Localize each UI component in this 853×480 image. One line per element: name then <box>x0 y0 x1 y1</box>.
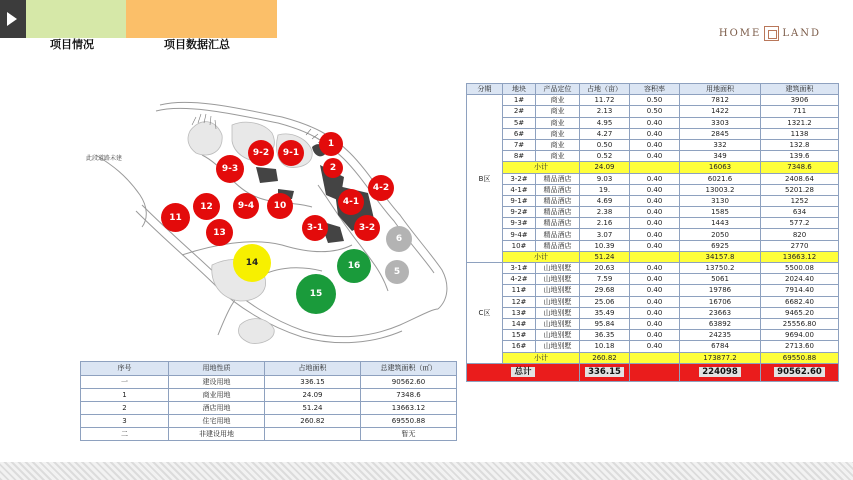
site-plan-drawing <box>82 95 458 350</box>
col-header-phase: 分期 <box>467 84 503 95</box>
zone-cell: B区 <box>467 95 503 263</box>
col-header-far: 容积率 <box>630 84 680 95</box>
table-cell: 商业 <box>536 151 580 162</box>
homeland-logo <box>719 26 821 41</box>
table-cell: 1321.2 <box>761 117 839 128</box>
table-row <box>467 195 839 206</box>
table-cell: 7914.40 <box>761 285 839 296</box>
table-cell: 14# <box>503 318 536 329</box>
map-pin-10[interactable]: 10 <box>267 193 293 219</box>
table-cell: 25.06 <box>580 296 630 307</box>
subtotal-cell: 24.09 <box>580 162 630 173</box>
table-cell: 132.8 <box>761 139 839 150</box>
table-cell: 20.63 <box>580 263 630 274</box>
grand-total-row <box>467 363 839 381</box>
table-row <box>467 95 839 106</box>
tab-project-overview[interactable]: 项目情况 <box>50 38 94 51</box>
table-row <box>467 151 839 162</box>
table-row <box>467 229 839 240</box>
table-cell: 0.40 <box>630 207 680 218</box>
header-band-green <box>26 0 126 38</box>
table-cell: 5# <box>503 117 536 128</box>
subtotal-cell: 小计 <box>503 162 580 173</box>
table-row <box>467 218 839 229</box>
table-cell: 4.27 <box>580 128 630 139</box>
table-cell: 23663 <box>680 307 761 318</box>
table-cell: 90562.60 <box>361 376 457 389</box>
table-cell: 16706 <box>680 296 761 307</box>
table-cell: 13750.2 <box>680 263 761 274</box>
table-cell: 9694.00 <box>761 330 839 341</box>
table-cell: 4-2# <box>503 274 536 285</box>
table-cell: 0.40 <box>630 151 680 162</box>
table-cell: 精品酒店 <box>536 173 580 184</box>
subtotal-cell: 173877.2 <box>680 352 761 363</box>
table-cell: 2050 <box>680 229 761 240</box>
table-cell: 3303 <box>680 117 761 128</box>
subtotal-cell: 小计 <box>503 251 580 262</box>
table-row <box>467 128 839 139</box>
grand-total-value: 总计 <box>511 367 534 377</box>
header-band-orange <box>126 0 277 38</box>
table-cell: 0.40 <box>630 218 680 229</box>
map-pin-2[interactable]: 2 <box>323 158 343 178</box>
table-cell: 山地别墅 <box>536 296 580 307</box>
map-pin-9-4[interactable]: 9-4 <box>233 193 259 219</box>
table-cell: 2.38 <box>580 207 630 218</box>
table-cell: 商业 <box>536 117 580 128</box>
logo-text-left: HOME <box>718 28 762 39</box>
table-row <box>81 376 457 389</box>
map-pin-15[interactable]: 15 <box>296 274 336 314</box>
table-cell: 非建设用地 <box>169 428 265 441</box>
table-cell: 商业用地 <box>169 389 265 402</box>
table-cell: 3-1# <box>503 263 536 274</box>
col-header-site-area: 占地面积 <box>265 362 361 376</box>
table-cell: 11# <box>503 285 536 296</box>
table-cell <box>265 428 361 441</box>
table-cell: 酒店用地 <box>169 402 265 415</box>
subtotal-cell: 34157.8 <box>680 251 761 262</box>
table-cell: 精品酒店 <box>536 184 580 195</box>
map-pin-13[interactable]: 13 <box>206 219 233 246</box>
table-cell: 2770 <box>761 240 839 251</box>
map-pin-3-1[interactable]: 3-1 <box>302 215 328 241</box>
table-header-row <box>81 362 457 376</box>
table-cell: 8# <box>503 151 536 162</box>
table-cell: 9-3# <box>503 218 536 229</box>
table-cell: 精品酒店 <box>536 218 580 229</box>
table-cell: 24.09 <box>265 389 361 402</box>
table-cell: 山地别墅 <box>536 318 580 329</box>
table-cell: 一 <box>81 376 169 389</box>
table-row <box>467 285 839 296</box>
logo-mark-icon <box>764 26 779 41</box>
table-cell: 3906 <box>761 95 839 106</box>
table-row <box>467 318 839 329</box>
table-cell: 7348.6 <box>361 389 457 402</box>
subtotal-cell: 7348.6 <box>761 162 839 173</box>
table-cell: 2# <box>503 106 536 117</box>
map-pin-12[interactable]: 12 <box>193 193 220 220</box>
table-cell: 0.52 <box>580 151 630 162</box>
table-cell: 商业 <box>536 95 580 106</box>
table-cell: 1252 <box>761 195 839 206</box>
table-cell: 6925 <box>680 240 761 251</box>
table-row <box>467 341 839 352</box>
table-cell: 15# <box>503 330 536 341</box>
table-cell: 24235 <box>680 330 761 341</box>
map-pin-3-2[interactable]: 3-2 <box>354 215 380 241</box>
grand-total-cell <box>630 363 680 381</box>
table-cell: 0.40 <box>630 173 680 184</box>
plot-data-body <box>467 95 839 382</box>
table-cell: 69550.88 <box>361 415 457 428</box>
table-cell: 0.40 <box>630 117 680 128</box>
table-cell: 0.40 <box>630 307 680 318</box>
table-cell: 2845 <box>680 128 761 139</box>
table-cell: 3.07 <box>580 229 630 240</box>
table-cell: 3-2# <box>503 173 536 184</box>
grand-total-cell <box>580 363 630 381</box>
col-header-index: 序号 <box>81 362 169 376</box>
table-row <box>81 389 457 402</box>
table-cell: 0.40 <box>630 195 680 206</box>
table-row <box>467 184 839 195</box>
table-cell: 13663.12 <box>361 402 457 415</box>
map-note-road: 此段道路未建 <box>86 155 123 162</box>
table-cell: 711 <box>761 106 839 117</box>
table-cell: 0.50 <box>630 95 680 106</box>
table-cell: 精品酒店 <box>536 195 580 206</box>
table-cell: 63892 <box>680 318 761 329</box>
table-cell: 25556.80 <box>761 318 839 329</box>
table-cell: 3130 <box>680 195 761 206</box>
subtotal-cell: 小计 <box>503 352 580 363</box>
table-cell: 山地别墅 <box>536 263 580 274</box>
grand-total-value: 90562.60 <box>774 367 825 377</box>
table-cell: 1 <box>81 389 169 402</box>
col-header-building-area: 建筑面积 <box>761 84 839 95</box>
subtotal-row <box>467 251 839 262</box>
col-header-product: 产品定位 <box>536 84 580 95</box>
table-row <box>467 330 839 341</box>
table-header-row <box>467 84 839 95</box>
table-row <box>467 106 839 117</box>
table-cell: 精品酒店 <box>536 229 580 240</box>
table-cell: 精品酒店 <box>536 207 580 218</box>
table-cell: 10.39 <box>580 240 630 251</box>
subtotal-cell: 16063 <box>680 162 761 173</box>
table-cell: 4.95 <box>580 117 630 128</box>
map-pin-4-1[interactable]: 4-1 <box>338 189 364 215</box>
table-cell: 332 <box>680 139 761 150</box>
back-arrow-icon[interactable] <box>0 0 26 38</box>
table-row <box>467 240 839 251</box>
subtotal-cell: 260.82 <box>580 352 630 363</box>
table-cell: 10# <box>503 240 536 251</box>
map-pin-9-3[interactable]: 9-3 <box>216 155 244 183</box>
grand-total-value: 224098 <box>699 367 741 377</box>
table-cell: 3 <box>81 415 169 428</box>
table-cell: 19786 <box>680 285 761 296</box>
map-pin-16[interactable]: 16 <box>337 249 371 283</box>
table-cell: 0.40 <box>630 285 680 296</box>
table-cell: 12# <box>503 296 536 307</box>
col-header-plot: 地块 <box>503 84 536 95</box>
table-cell: 暂无 <box>361 428 457 441</box>
table-cell: 0.40 <box>630 240 680 251</box>
table-cell: 7812 <box>680 95 761 106</box>
col-header-total-building-area: 总建筑面积（㎡） <box>361 362 457 376</box>
col-header-land-use: 用地性质 <box>169 362 265 376</box>
table-cell: 山地别墅 <box>536 285 580 296</box>
table-cell: 9465.20 <box>761 307 839 318</box>
table-cell: 95.84 <box>580 318 630 329</box>
table-cell: 0.40 <box>630 229 680 240</box>
table-cell: 35.49 <box>580 307 630 318</box>
table-cell: 9-4# <box>503 229 536 240</box>
subtotal-cell <box>630 352 680 363</box>
map-pin-9-2[interactable]: 9-2 <box>248 140 274 166</box>
land-use-summary-body <box>81 376 457 441</box>
table-cell: 2408.64 <box>761 173 839 184</box>
table-cell: 0.40 <box>630 139 680 150</box>
table-cell: 2.16 <box>580 218 630 229</box>
table-cell: 0.40 <box>630 296 680 307</box>
grand-total-value: 336.15 <box>585 367 624 377</box>
table-cell: 7.59 <box>580 274 630 285</box>
table-cell: 精品酒店 <box>536 240 580 251</box>
table-cell: 山地别墅 <box>536 330 580 341</box>
table-cell: 634 <box>761 207 839 218</box>
table-cell: 11.72 <box>580 95 630 106</box>
table-cell: 10.18 <box>580 341 630 352</box>
table-row <box>467 207 839 218</box>
table-cell: 0.50 <box>580 139 630 150</box>
table-cell: 6784 <box>680 341 761 352</box>
table-cell: 6682.40 <box>761 296 839 307</box>
map-pin-6[interactable]: 6 <box>386 226 412 252</box>
tab-project-data-summary[interactable]: 项目数据汇总 <box>164 38 230 51</box>
table-cell: 商业 <box>536 139 580 150</box>
table-cell: 山地别墅 <box>536 307 580 318</box>
table-cell: 0.40 <box>630 318 680 329</box>
table-cell: 9.03 <box>580 173 630 184</box>
table-cell: 336.15 <box>265 376 361 389</box>
table-cell: 1422 <box>680 106 761 117</box>
table-cell: 1585 <box>680 207 761 218</box>
map-pin-5[interactable]: 5 <box>385 260 409 284</box>
subtotal-cell <box>630 162 680 173</box>
subtotal-cell <box>630 251 680 262</box>
map-pin-9-1[interactable]: 9-1 <box>278 140 304 166</box>
table-cell: 1443 <box>680 218 761 229</box>
table-cell: 16# <box>503 341 536 352</box>
table-cell: 7# <box>503 139 536 150</box>
map-pin-4-2[interactable]: 4-2 <box>368 175 394 201</box>
table-row <box>467 296 839 307</box>
col-header-land-area: 用地面积 <box>680 84 761 95</box>
table-row <box>467 117 839 128</box>
subtotal-row <box>467 352 839 363</box>
map-pin-14[interactable]: 14 <box>233 244 271 282</box>
table-cell: 2 <box>81 402 169 415</box>
land-use-summary-table <box>80 361 457 441</box>
table-cell: 2713.60 <box>761 341 839 352</box>
table-cell: 山地别墅 <box>536 274 580 285</box>
table-row <box>467 173 839 184</box>
plot-data-table <box>466 83 839 382</box>
table-cell: 19. <box>580 184 630 195</box>
col-header-area-mu: 占地（亩） <box>580 84 630 95</box>
table-cell: 住宅用地 <box>169 415 265 428</box>
table-cell: 260.82 <box>265 415 361 428</box>
table-cell: 1# <box>503 95 536 106</box>
table-cell: 0.40 <box>630 128 680 139</box>
logo-text-right: LAND <box>782 28 821 39</box>
table-cell: 商业 <box>536 106 580 117</box>
table-cell: 349 <box>680 151 761 162</box>
site-plan-map <box>82 95 458 350</box>
grand-total-cell <box>761 363 839 381</box>
table-cell: 0.40 <box>630 184 680 195</box>
table-row <box>467 307 839 318</box>
table-cell: 2024.40 <box>761 274 839 285</box>
table-cell: 二 <box>81 428 169 441</box>
table-cell: 1138 <box>761 128 839 139</box>
table-cell: 9-1# <box>503 195 536 206</box>
table-cell: 29.68 <box>580 285 630 296</box>
table-row <box>467 139 839 150</box>
table-cell: 建设用地 <box>169 376 265 389</box>
table-row <box>467 274 839 285</box>
table-cell: 0.40 <box>630 330 680 341</box>
table-cell: 0.40 <box>630 341 680 352</box>
table-cell: 4-1# <box>503 184 536 195</box>
table-cell: 13003.2 <box>680 184 761 195</box>
subtotal-cell: 13663.12 <box>761 251 839 262</box>
table-cell: 5201.28 <box>761 184 839 195</box>
table-cell: 6# <box>503 128 536 139</box>
table-cell: 577.2 <box>761 218 839 229</box>
footer-pattern <box>0 462 853 480</box>
table-cell: 0.40 <box>630 263 680 274</box>
table-cell: 2.13 <box>580 106 630 117</box>
table-cell: 山地别墅 <box>536 341 580 352</box>
table-row <box>81 402 457 415</box>
map-pin-1[interactable]: 1 <box>319 132 343 156</box>
table-cell: 4.69 <box>580 195 630 206</box>
table-cell: 0.50 <box>630 106 680 117</box>
table-cell: 51.24 <box>265 402 361 415</box>
table-cell: 5061 <box>680 274 761 285</box>
table-row <box>467 263 839 274</box>
table-cell: 6021.6 <box>680 173 761 184</box>
table-cell: 820 <box>761 229 839 240</box>
table-row <box>81 415 457 428</box>
grand-total-cell <box>467 363 580 381</box>
table-row <box>81 428 457 441</box>
table-cell: 139.6 <box>761 151 839 162</box>
table-cell: 0.40 <box>630 274 680 285</box>
table-cell: 商业 <box>536 128 580 139</box>
table-cell: 36.35 <box>580 330 630 341</box>
subtotal-row <box>467 162 839 173</box>
subtotal-cell: 69550.88 <box>761 352 839 363</box>
zone-cell: C区 <box>467 263 503 364</box>
table-cell: 13# <box>503 307 536 318</box>
table-cell: 5500.08 <box>761 263 839 274</box>
map-pin-11[interactable]: 11 <box>161 203 190 232</box>
grand-total-cell <box>680 363 761 381</box>
table-cell: 9-2# <box>503 207 536 218</box>
subtotal-cell: 51.24 <box>580 251 630 262</box>
